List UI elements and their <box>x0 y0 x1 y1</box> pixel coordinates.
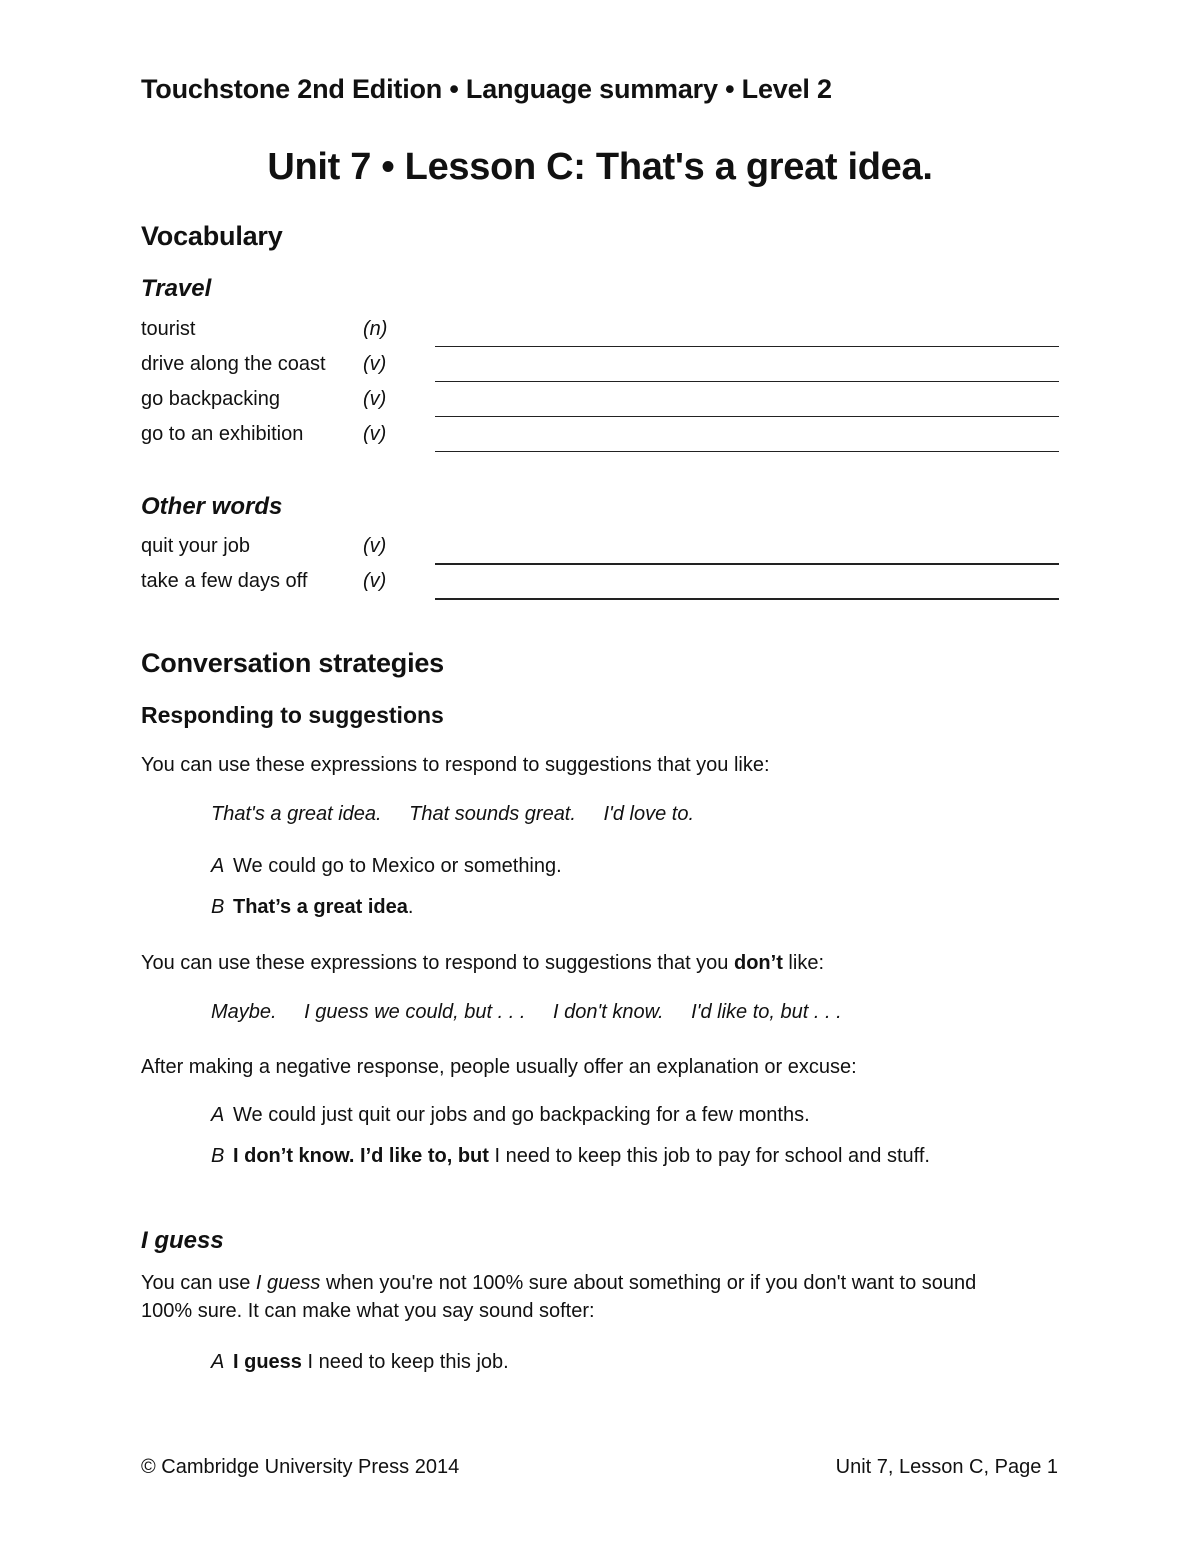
i-guess-heading: I guess <box>141 1227 224 1254</box>
speaker-label: A <box>211 1351 225 1373</box>
example-line <box>211 896 413 919</box>
part-of-speech: (v) <box>363 423 387 445</box>
speaker-label: B <box>211 896 225 918</box>
example-text: I need to keep this job to pay for school and stuff. <box>488 1145 930 1167</box>
vocab-word: tourist <box>141 318 196 340</box>
intro-dislike-text <box>141 949 1041 977</box>
example-text: I need to keep this job. <box>301 1351 509 1373</box>
text-segment: like: <box>782 952 824 974</box>
responding-heading: Responding to suggestions <box>141 702 444 728</box>
like-expressions <box>211 803 694 826</box>
example-highlight: I guess <box>233 1351 302 1373</box>
part-of-speech: (v) <box>363 535 387 557</box>
answer-line[interactable] <box>435 451 1059 452</box>
example-line <box>211 855 562 878</box>
speaker-label: A <box>211 1104 225 1126</box>
expression: I'd love to. <box>603 803 695 825</box>
dislike-expressions <box>211 1001 842 1024</box>
answer-line[interactable] <box>435 346 1059 347</box>
answer-line[interactable] <box>435 563 1059 565</box>
text-segment: You can use these expressions to respond to suggestions that you <box>141 952 734 974</box>
page-title: Unit 7 • Lesson C: That's a great idea. <box>267 146 933 188</box>
other-words-heading: Other words <box>141 493 283 520</box>
document-header: Touchstone 2nd Edition • Language summary • Level 2 <box>141 74 832 104</box>
part-of-speech: (n) <box>363 318 388 340</box>
speaker-label: B <box>211 1145 225 1167</box>
vocab-word: drive along the coast <box>141 353 326 375</box>
answer-line[interactable] <box>435 416 1059 417</box>
example-text: We could go to Mexico or something. <box>233 855 562 877</box>
example-highlight: I don’t know. I’d like to, but <box>233 1145 489 1167</box>
text-emphasis: I guess <box>255 1272 321 1294</box>
expression: That's a great idea. <box>211 803 382 825</box>
expression: I guess we could, but . . . <box>304 1001 526 1023</box>
example-text: . <box>407 896 414 918</box>
text-segment: You can use <box>141 1272 256 1294</box>
example-highlight: That’s a great idea <box>233 896 408 918</box>
answer-line[interactable] <box>435 381 1059 382</box>
answer-line[interactable] <box>435 598 1059 600</box>
expression: I don't know. <box>552 1001 664 1023</box>
travel-heading: Travel <box>141 275 212 302</box>
expression: Maybe. <box>211 1001 277 1023</box>
example-text: We could just quit our jobs and go backpacking for a few months. <box>233 1104 810 1126</box>
footer-page-info: Unit 7, Lesson C, Page 1 <box>835 1456 1058 1478</box>
i-guess-text <box>141 1269 1011 1325</box>
vocab-word: go to an exhibition <box>141 423 304 445</box>
expression: I'd like to, but . . . <box>691 1001 842 1023</box>
footer-copyright: © Cambridge University Press 2014 <box>141 1456 460 1478</box>
speaker-label: A <box>211 855 225 877</box>
part-of-speech: (v) <box>363 388 387 410</box>
vocab-word: take a few days off <box>141 570 308 592</box>
example-line <box>211 1351 509 1374</box>
part-of-speech: (v) <box>363 570 387 592</box>
example-line <box>211 1104 810 1127</box>
expression: That sounds great. <box>409 803 576 825</box>
conversation-strategies-heading: Conversation strategies <box>141 648 444 678</box>
text-emphasis: don’t <box>734 952 783 974</box>
intro-like-text: You can use these expressions to respond to suggestions that you like: <box>141 754 770 776</box>
example-line <box>211 1145 930 1168</box>
after-negative-text: After making a negative response, people usually offer an explanation or excuse: <box>141 1056 857 1078</box>
text-segment: when you're not 100% sure about something or if you don't want to sound 100% sure. It can make what you say sound softer: <box>141 1272 977 1322</box>
part-of-speech: (v) <box>363 353 387 375</box>
vocabulary-heading: Vocabulary <box>141 221 283 251</box>
vocab-word: go backpacking <box>141 388 280 410</box>
vocab-word: quit your job <box>141 535 250 557</box>
